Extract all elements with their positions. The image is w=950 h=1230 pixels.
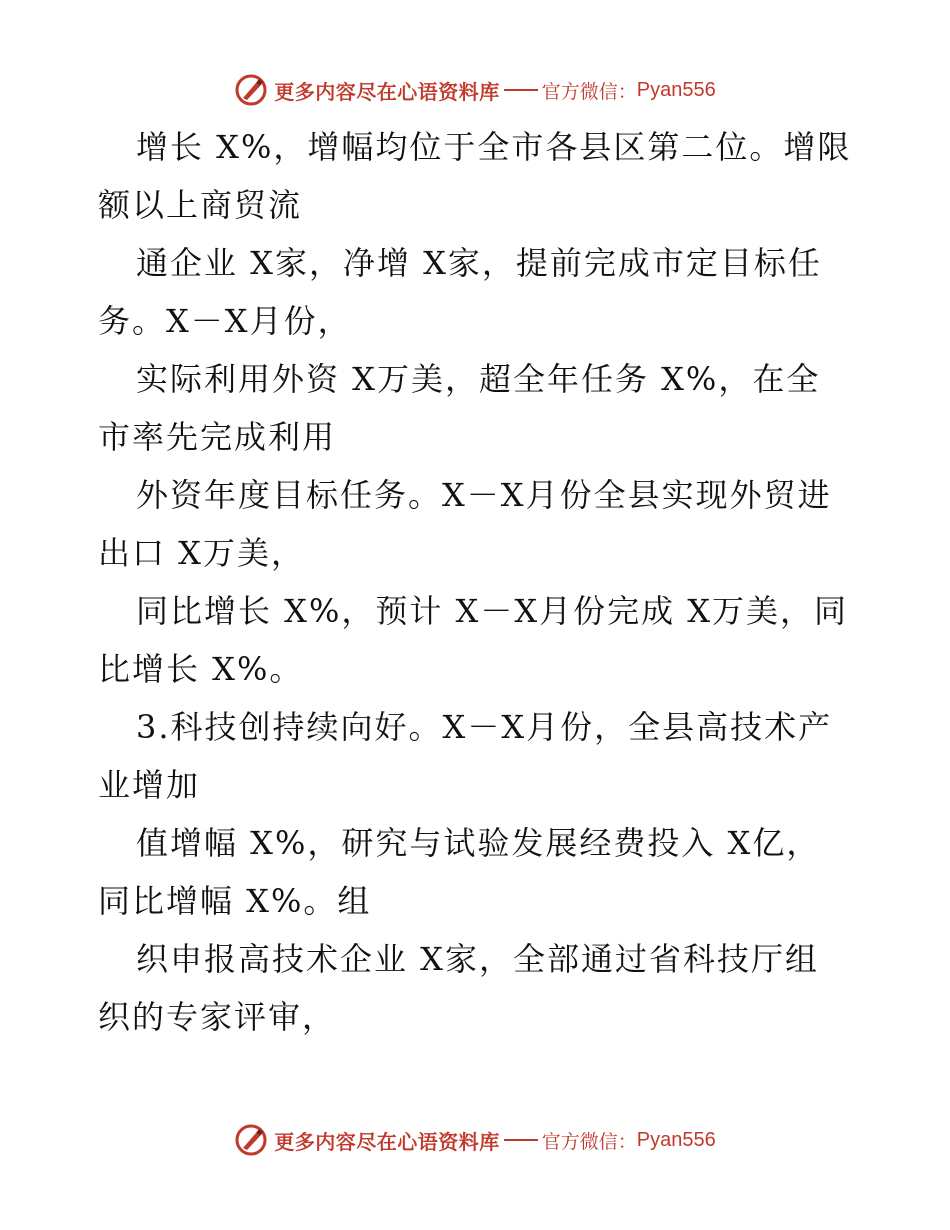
body-line: 务。X－X月份， [98, 302, 352, 340]
body-line: 额以上商贸流 [98, 186, 303, 224]
footer-label: 官方微信： [541, 1130, 637, 1153]
header-separator [504, 89, 538, 91]
header-wechat-id: Pyan556 [636, 78, 716, 101]
header-brand: 更多内容尽在心语资料库 [274, 79, 500, 104]
footer-separator [504, 1139, 538, 1141]
body-line: 增长 X%，增幅均位于全市各县区第二位。增限 [136, 128, 852, 166]
body-line: 市率先完成利用 [98, 418, 337, 456]
footer-brand: 更多内容尽在心语资料库 [274, 1129, 500, 1154]
body-line: 外资年度目标任务。X－X月份全县实现外贸进 [136, 476, 832, 514]
body-line: 出口 X万美， [98, 534, 305, 572]
body-line: 实际利用外资 X万美，超全年任务 X%，在全 [136, 360, 821, 398]
pen-logo-icon [234, 1123, 268, 1157]
body-line: 同比增长 X%，预计 X－X月份完成 X万美，同 [136, 592, 849, 630]
body-line: 业增加 [98, 766, 201, 804]
header-label: 官方微信： [541, 80, 637, 103]
footer-banner [0, 1120, 950, 1160]
header-banner [0, 70, 950, 110]
body-line: 同比增幅 X%。组 [98, 882, 372, 920]
body-line: 织的专家评审， [98, 998, 337, 1036]
pen-logo-icon [234, 73, 268, 107]
body-line: 比增长 X%。 [98, 650, 304, 688]
body-line: 值增幅 X%，研究与试验发展经费投入 X亿， [136, 824, 821, 862]
body-line: 3.科技创持续向好。X－X月份，全县高技术产 [136, 708, 833, 746]
footer-wechat-id: Pyan556 [636, 1128, 716, 1151]
body-line: 织申报高技术企业 X家，全部通过省科技厅组 [136, 940, 819, 978]
document-body [98, 118, 858, 1046]
body-line: 通企业 X家，净增 X家，提前完成市定目标任 [136, 244, 822, 282]
